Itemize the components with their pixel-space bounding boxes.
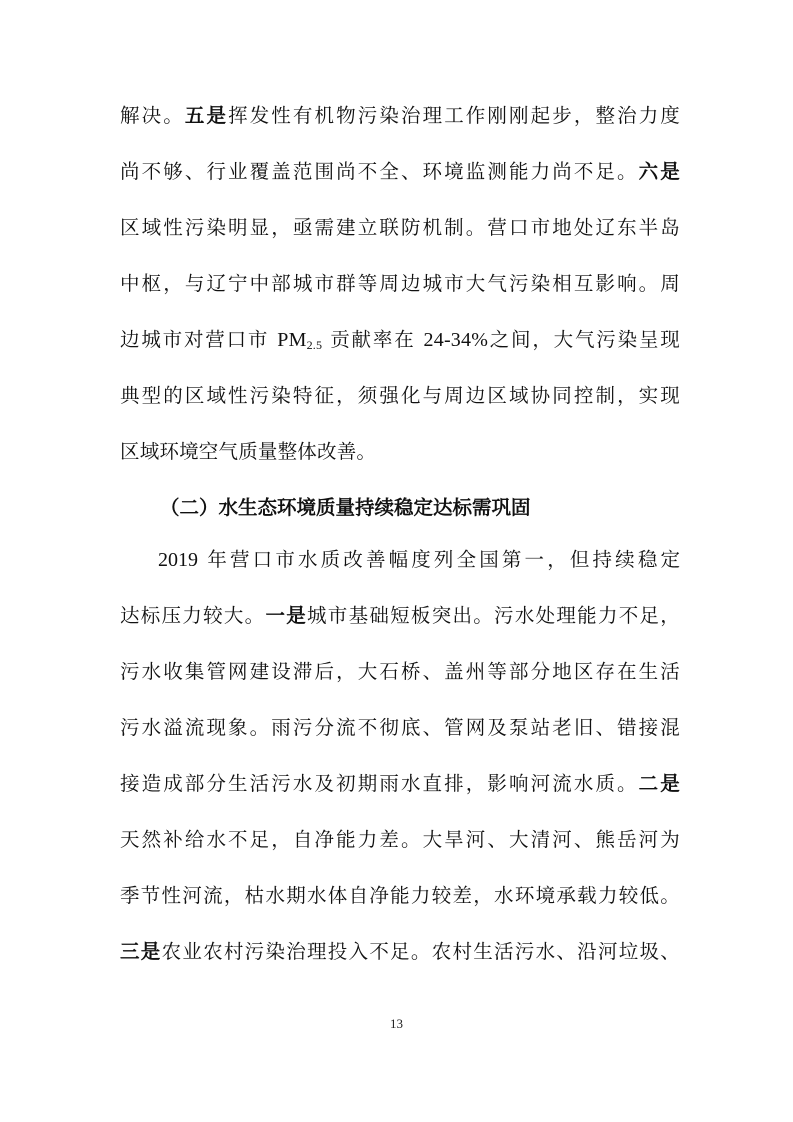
paragraph-line: 区域性污染明显，亟需建立联防机制。营口市地处辽东半岛 [120, 216, 680, 239]
pm-subscript: 2.5 [306, 338, 323, 352]
text-span: 尚不够、行业覆盖范围尚不全、环境监测能力尚不足。 [120, 160, 639, 183]
paragraph-line: 季节性河流，枯水期水体自净能力较差，水环境承载力较低。 [120, 884, 680, 907]
text-span: 年营口市水质改善幅度列全国第一，但持续稳定 [198, 548, 680, 571]
bold-label: 三是 [120, 940, 162, 963]
paragraph-line: 污水溢流现象。雨污分流不彻底、管网及泵站老旧、错接混 [120, 716, 680, 739]
bold-label: 二是 [638, 772, 680, 795]
page-number: 13 [390, 1016, 403, 1031]
paragraph-line [120, 102, 680, 130]
paragraph-line: 天然补给水不足，自净能力差。大旱河、大清河、熊岳河为 [120, 828, 680, 851]
text-span: 挥发性有机物污染治理工作刚刚起步，整治力度 [228, 104, 681, 127]
paragraph-line [158, 546, 680, 574]
bold-label: 五是 [184, 104, 229, 127]
paragraph-line [120, 158, 680, 186]
bold-label: 一是 [265, 604, 308, 627]
percent-range: 24-34% [423, 329, 489, 351]
section-heading: （二）水生态环境质量持续稳定达标需巩固 [160, 496, 531, 519]
paragraph-line: 中枢，与辽宁中部城市群等周边城市大气污染相互影响。周 [120, 272, 680, 295]
text-span: 贡献率在 [322, 328, 424, 351]
paragraph-line: 区域环境空气质量整体改善。 [120, 440, 377, 463]
text-span: 接造成部分生活污水及初期雨水直排，影响河流水质。 [120, 772, 639, 795]
text-span: 达标压力较大。 [120, 604, 266, 627]
pm-label: PM [277, 329, 307, 351]
year: 2019 [158, 549, 198, 571]
paragraph-line: 典型的区域性污染特征，须强化与周边区域协同控制，实现 [120, 384, 680, 407]
text-span: 农业农村污染治理投入不足。农村生活污水、沿河垃圾、 [161, 940, 680, 963]
paragraph-line [120, 602, 680, 630]
paragraph-line [120, 326, 680, 359]
text-span: 解决。 [120, 104, 185, 127]
paragraph-line [120, 770, 680, 798]
bold-label: 六是 [638, 160, 680, 183]
paragraph-line: 污水收集管网建设滞后，大石桥、盖州等部分地区存在生活 [120, 660, 680, 683]
text-span: 之间，大气污染呈现 [488, 328, 680, 351]
text-span: 边城市对营口市 [120, 328, 278, 351]
text-span: 城市基础短板突出。污水处理能力不足， [307, 604, 680, 627]
paragraph-line [120, 938, 680, 966]
